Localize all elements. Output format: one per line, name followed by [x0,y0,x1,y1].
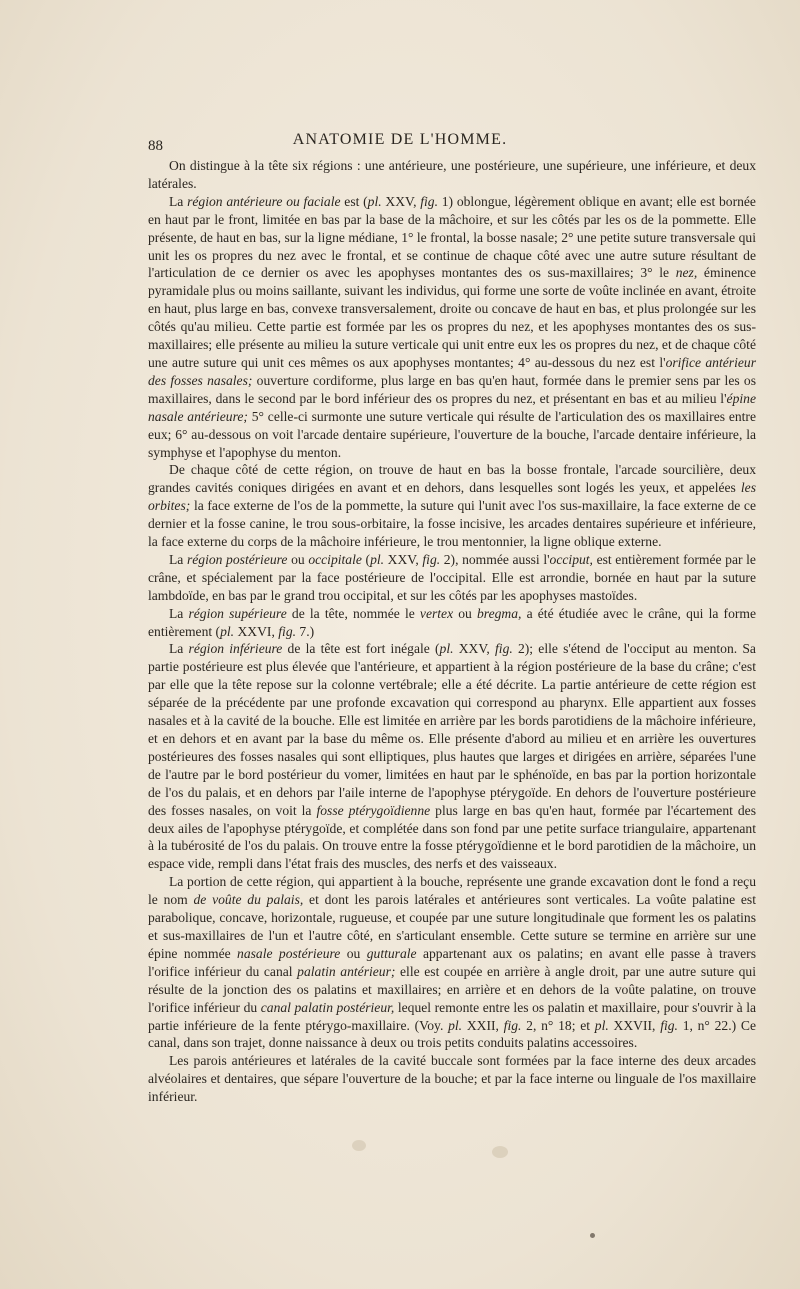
italic-text: fig. [660,1017,678,1033]
paragraph [148,1052,756,1106]
paper-stain [590,1233,595,1238]
text-run: la face externe de l'os de la pommette, la suture qui l'unit avec l'os sus-maxillaire, la face externe de ce dernier et la fosse canine, le trou sous-orbitaire, la fosse incisive, les arcades dentaires supérieure et inférieure, la face externe du corps de la mâchoire inférieure, le trou mentonnier, la ligne oblique externe. [148,498,756,550]
italic-text: région postérieure [186,551,288,567]
italic-text: gutturale [366,945,417,961]
italic-text: pl. [439,641,454,657]
text-run: 7.) [296,623,315,639]
italic-text: fig. [420,193,438,209]
text-run: 2, n° 18; et [521,1017,595,1033]
text-run: et dont les parois latérales et antérieures sont verticales. La voûte palatine est parabolique, concave, horizontale, rugueuse, et coupée par une suture longitudinale que forment les os palatins et sus-maxillaires de l'un et l'autre côté, en s'articulant ensemble. Cette suture se termine en arrière sur une épine nommée [148,892,756,961]
text-run: La [169,605,189,621]
paper-stain [352,1140,366,1151]
text-run: lequel remonte entre les os palatin et maxillaire, pour s'ouvrir à la partie inférieure de la fente ptérygo-maxillaire. (Voy. [148,999,757,1033]
text-run: La [169,551,187,567]
text-run: 5° celle-ci surmonte une suture verticale qui résulte de l'articulation des os maxillaires entre eux; 6° au-dessous on voit l'arcade dentaire supérieure, l'ouverture de la bouche, l'arcade dentaire inférieure, la symphyse et l'apophyse du menton. [148,408,756,460]
text-run: De chaque côté de cette région, on trouve de haut en bas la bosse frontale, l'arcade sourcilière, deux grandes cavités coniques dirigées en avant et en dehors, dans lesquelles sont logés les yeux, et appelées [148,462,756,496]
text-run: ouverture cordiforme, plus large en bas qu'en haut, formée dans le premier sens par les os maxillaires, dans le second par le bord inférieur des os propres du nez, et présentant en bas et au milieu l' [148,372,756,406]
paper-stain [492,1146,508,1158]
text-run: éminence pyramidale plus ou moins saillante, suivant les individus, qui forme une sorte de voûte inclinée en avant, étroite en haut, plus large en bas, convexe transversalement, droite ou concave de haut en bas, et plus prolongée sur les côtés qu'au milieu. Cette partie est formée par les os propres du nez, et les apophyses montantes des os sus-maxillaires; elle présente au milieu la suture verticale qui unit entre eux les os propres du nez, et de chaque côté une autre suture qui unit ces mêmes os aux apophyses montantes; 4° au-dessous du nez est l' [148,265,756,370]
text-run: 1, n° 22.) Ce canal, dans son trajet, donne naissance à deux ou trois petits conduits palatins accessoires. [148,1017,756,1051]
text-run: ou [287,551,309,567]
running-title: ANATOMIE DE L'HOMME. [292,131,508,148]
text-run: XXVI, [234,623,279,639]
italic-text: région inférieure [188,641,283,657]
text-run: 1) oblongue, légèrement oblique en avant; elle est bornée en haut par le front, limitée en bas par la base de la mâchoire, et sur les côtés par les os de la pommette. Elle présente, de haut en bas, sur la ligne médiane, 1° le frontal, la bosse nasale; 2° une petite suture transversale qui unit les os propres du nez avec le frontal, et se continue de chaque côté avec une autre suture résultant de l'articulation de ce dernier os avec les apophyses montantes des os sus-maxillaires; 3° le [148,193,756,281]
text-run: de la tête est fort inégale ( [282,641,440,657]
text-run: La portion de cette région, qui appartient à la bouche, représente une grande excavation dont le fond a reçu le nom [148,874,756,908]
text-run: XXVII, [608,1017,661,1033]
italic-text: fig. [422,551,441,567]
paragraph [148,605,756,641]
italic-text: fig. [278,623,297,639]
italic-text: pl. [448,1017,463,1033]
text-run: ( [361,551,371,567]
text-run: ou [453,605,477,621]
text-run: 2); elle s'étend de l'occiput au menton. Sa partie postérieure est plus élevée que l'antérieure, et appartient à la région postérieure de la base du crâne; c'est par elle que la tête repose sur la colonne vertébrale; elle a été décrite. La partie antérieure de cette région est séparée de la précédente par une profonde excavation qui correspond au pharynx. Elle appartient aux fosses nasales et à la cavité de la bouche. Elle est limitée en arrière par les bords parotidiens de la mâchoire inférieure, et en dehors et en avant par la base du même os. Elle présente d'abord au milieu et en arrière les ouvertures postérieures des fosses nasales qui sont elliptiques, plus hautes que larges et dirigées en arrière, séparées l'une de l'autre par le bord postérieur du vomer, limitées en haut par le sphénoïde, en bas par la portion horizontale de l'os du palais, et en dehors par l'aile interne de l'apophyse ptérygoïde. En dehors de l'ouverture postérieure des fosses nasales, on voit la [148,641,756,818]
text-run: La [169,641,189,657]
paragraph [148,551,756,605]
italic-text: canal palatin postérieur, [260,999,395,1015]
italic-text: pl. [220,623,235,639]
italic-text: palatin antérieur; [297,963,396,979]
italic-text: pl. [370,551,385,567]
text-run: La [169,193,188,209]
italic-text: occiput, [549,551,593,567]
italic-text: les orbites; [148,480,756,514]
italic-text: bregma, [477,605,522,621]
paragraph [148,640,756,873]
text-run: de la tête, nommée le [286,605,420,621]
italic-text: pl. [367,193,382,209]
italic-text: orifice antérieur des fosses nasales; [148,354,756,388]
italic-text: région supérieure [188,605,287,621]
text-run: a été étudiée avec le crâne, qui la forme entièrement ( [148,605,757,639]
paragraph [148,157,756,193]
paragraph [148,461,756,551]
text-run: XXV, [381,193,421,209]
italic-text: pl. [594,1017,609,1033]
italic-text: occipitale [308,551,362,567]
italic-text: nasale postérieure [237,945,341,961]
text-run: elle est coupée en arrière à angle droit, par une autre suture qui résulte de la jonction des os palatins et maxillaires; en arrière et en dehors de la voûte palatine, on trouve l'orifice inférieur du [148,963,757,1015]
italic-text: de voûte du palais, [193,892,304,908]
text-run: XXV, [453,641,496,657]
text-run: est entièrement formée par le crâne, et spécialement par la face postérieure de l'occipital. Elle est arrondie, bornée en haut par la suture lambdoïde, en bas par le grand trou occipital, et sur les côtés par les apophyses mastoïdes. [148,551,756,603]
italic-text: vertex [419,605,454,621]
italic-text: fosse ptérygoïdienne [316,802,431,818]
text-run: ou [340,945,367,961]
text-run: appartenant aux os palatins; en avant elle passe à travers l'orifice inférieur du canal [148,945,756,979]
text-run: plus large en bas qu'en haut, formée par l'écartement des deux ailes de l'apophyse ptérygoïde, et complétée dans son fond par une petite surface triangulaire, appartenant à la tubérosité de l'os du palais. On trouve entre la fosse ptérygoïdienne et le bord parotidien de la mâchoire, un espace vide, rempli dans l'état frais des muscles, des nerfs et des vaisseaux. [148,802,757,872]
page-number: 88 [148,138,163,154]
italic-text: nez, [675,265,698,281]
italic-text: fig. [495,641,513,657]
paragraph [148,873,756,1052]
body-text [148,157,756,1106]
text-run: XXV, [384,551,423,567]
text-run: XXII, [462,1017,504,1033]
paragraph [148,193,756,462]
italic-text: épine nasale antérieure; [148,390,756,424]
text-run: est ( [340,193,368,209]
text-run: Les parois antérieures et latérales de la cavité buccale sont formées par la face interne des deux arcades alvéolaires et dentaires, que sépare l'ouverture de la bouche; et par la face interne ou linguale de l'os maxillaire inférieur. [148,1053,756,1105]
italic-text: région antérieure ou faciale [187,193,341,209]
italic-text: fig. [503,1017,522,1033]
text-run: 2), nommée aussi l' [440,551,550,567]
text-run: On distingue à la tête six régions : une antérieure, une postérieure, une supérieure, une inférieure, et deux latérales. [148,158,756,191]
